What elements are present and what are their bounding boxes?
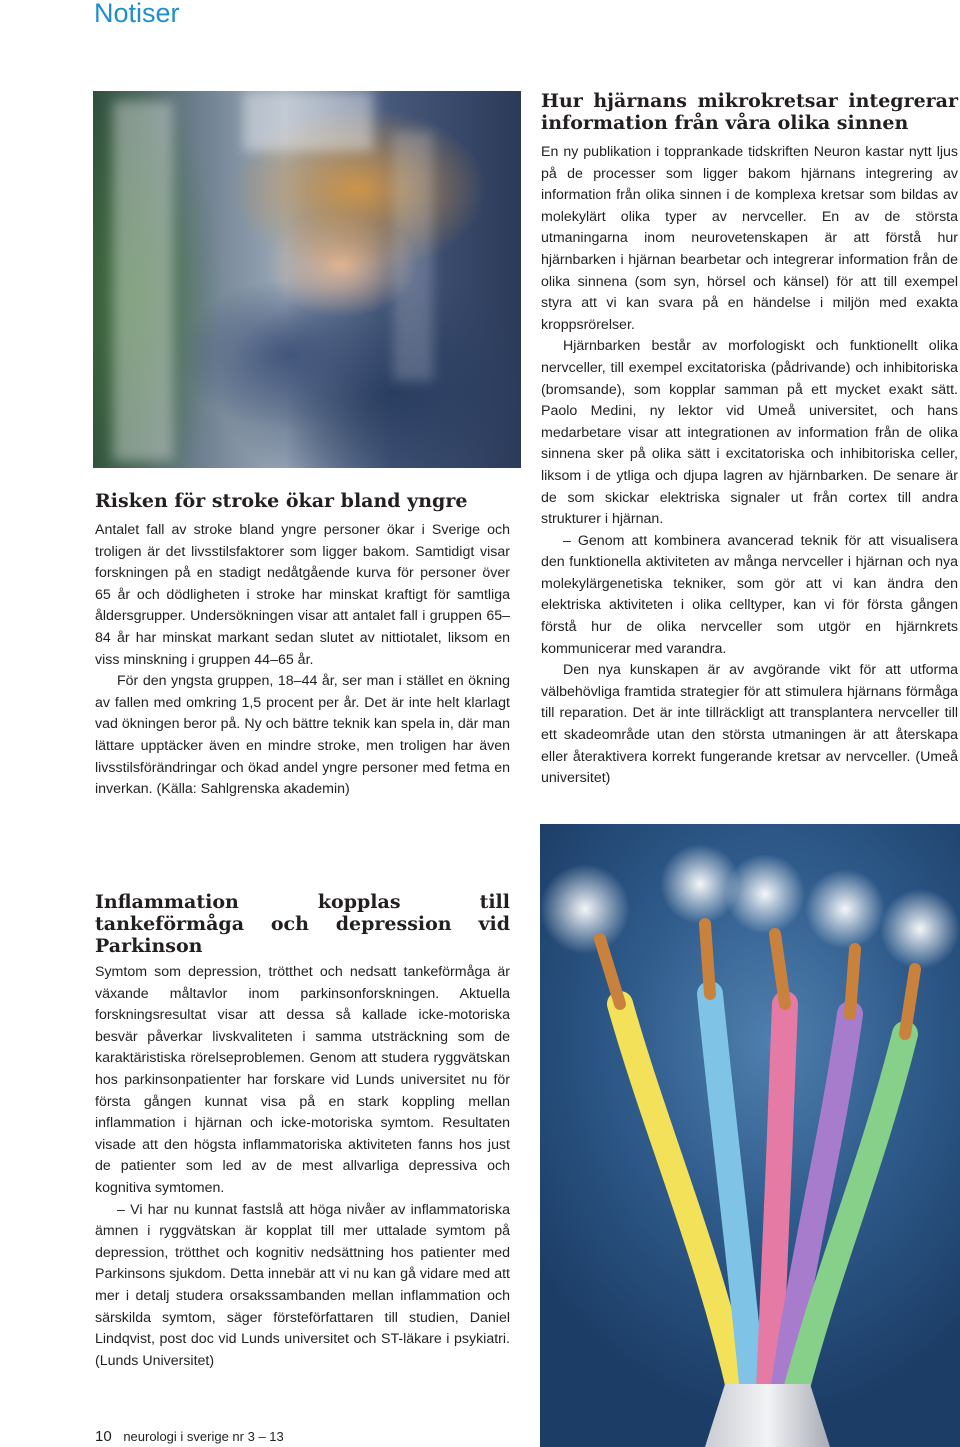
article-microcircuits — [541, 90, 958, 790]
blurred-woman-photo — [93, 91, 521, 468]
article-paragraph: Den nya kunskapen är av avgörande vikt för att utforma välbehövliga framtida strategier för att stimulera hjärnans förmåga till reparation. Det är inte tillräckligt att transplantera nervceller till ett skadeområde utan den största utmaningen är att återskapa eller återaktivera korrekt fungerande kretsar av nervceller. (Umeå universitet) — [541, 662, 958, 787]
article-paragraph: – Vi har nu kunnat fastslå att höga nivåer av inflammatoriska ämnen i ryggvätskan är kopplat till mer uttalade symtom på depression, trötthet och kognitiv nedsättning hos patienter med Parkinsons sjukdom. Detta innebär att vi nu kan gå vidare med att mer i detalj studera orsakssambanden mellan inflammation och särskilda symtom, säger försteförfattaren till studien, Daniel Lindqvist, post doc vid Lunds universitet och ST-läkare i psykiatri. (Lunds Universitet) — [95, 1201, 510, 1369]
article-inflammation — [95, 891, 510, 1372]
article-paragraph: Hjärnbarken består av morfologiskt och funktionellt olika nervceller, till exempel excitatoriska (pådrivande) och inhibitoriska (bromsande), som kopplar samman på ett mycket exakt sätt. Paolo Medini, ny lektor vid Umeå universitet, och hans medarbetare visar att integrationen av information från de olika sinnena sker på olika sätt i excitatoriska och inhibitoriska celler, liksom i de ytliga och djupa lagren av hjärnbarken. De senare är de som skickar elektriska signaler ut från cortex till andra strukturer i hjärnan. — [541, 338, 958, 528]
cable-sheath — [705, 1384, 830, 1447]
article-title: Risken för stroke ökar bland yngre — [95, 490, 468, 512]
cables-illustration — [540, 824, 960, 1447]
page-footer — [95, 1428, 284, 1445]
article-paragraph: Antalet fall av stroke bland yngre personer ökar i Sverige och troligen är det livsstilsfaktorer som ligger bakom. Samtidigt visar forskningen på en stadigt nedåtgående kurva för personer över 65 år och dödligheten i stroke har minskat kraftigt för samtliga åldersgrupper. Undersökningen visar att antalet fall i gruppen 65–84 år har minskat markant sedan slutet av nittiotalet, liksom en viss minskning i gruppen 44–65 år. — [95, 522, 510, 668]
article-paragraph: – Genom att kombinera avancerad teknik för att visualisera den funktionella aktiviteten av många nervceller i hjärnan och nya molekylärgenetiska tekniker, som gör att vi kan ändra den elektriska aktiviteten i olika celltyper, kan vi för första gången förstå hur de olika nervceller som utgör en hjärnkrets kommunicerar med varandra. — [541, 532, 958, 657]
page-number: 10 — [95, 1428, 112, 1445]
article-paragraph: För den yngsta gruppen, 18–44 år, ser man i stället en ökning av fallen med omkring 1,5 procent per år. Det är inte helt klarlagt vad ökningen beror på. Ny och bättre teknik kan spela in, där man lättare upptäcker även en mindre stroke, men troligen har även livsstilsförändringar och ökad andel yngre personer med fetma en inverkan. (Källa: Sahlgrenska akademin) — [95, 673, 510, 798]
article-stroke — [95, 490, 510, 801]
wires — [620, 994, 905, 1414]
article-paragraph: En ny publikation i topprankade tidskriften Neuron kastar nytt ljus på de processer som ligger bakom hjärnans integrering av information från olika sinnen i de komplexa kretsar som bildas av molekylärt olika typer av nervceller. En av de största utmaningarna inom neurovetenskapen är att förstå hur hjärnbarken i hjärnan bearbetar och integrerar information från de olika sinnena (som syn, hörsel och känsel) för att till exempel styra att vi kan svara på en händelse i miljön med exakta kroppsrörelser. — [541, 144, 958, 333]
colored-cables-photo — [540, 824, 960, 1447]
publication-name: neurologi i sverige nr 3 – 13 — [123, 1429, 284, 1444]
article-title: Hur hjärnans mikrokretsar integrerar information från våra olika sinnen — [541, 90, 958, 134]
article-paragraph: Symtom som depression, trötthet och nedsatt tankeförmåga är växande måltavlor inom parkinsonforskningen. Aktuella forskningsresultat visar att dessa så kallade icke-motoriska besvär påverkar livskvaliteten i samma utsträckning som de karaktäristiska rörelseproblemen. Genom att studera ryggvätskan hos parkinsonpatienter har forskare vid Lunds universitet nu för första gången kunnat visa på en stark koppling mellan inflammation i hjärnan och icke-motoriska symtom. Resultaten visade att den högsta inflammatoriska aktiviteten fanns hos just de patienter som led av de mest allvarliga depressiva och kognitiva symtomen. — [95, 964, 510, 1196]
article-title: Inflammation kopplas till tankeförmåga och depression vid Parkinson — [95, 891, 510, 957]
section-title: Notiser — [94, 0, 180, 28]
